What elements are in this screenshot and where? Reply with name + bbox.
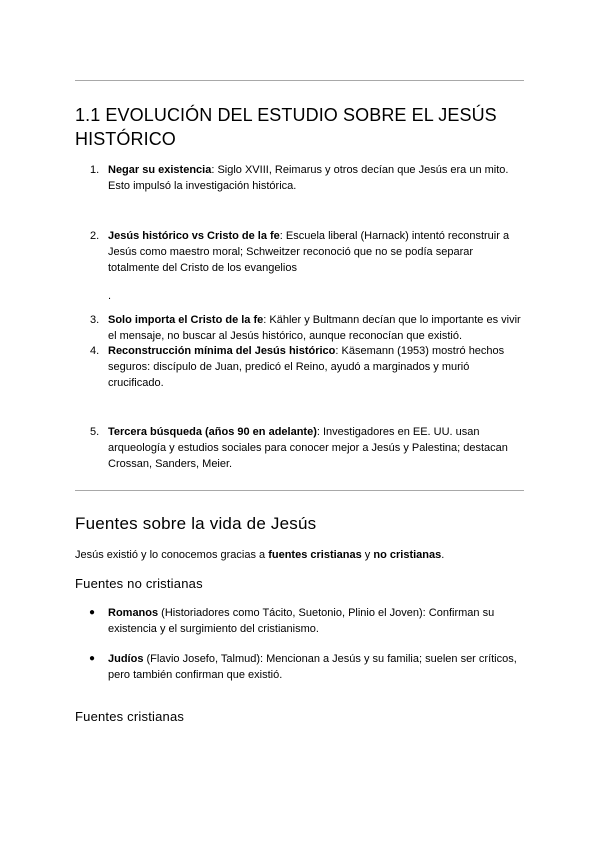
item-text: : Käsemann (1953) mostró hechos seguros: discípulo de Juan, predicó el Reino, ayudó a marginados y murió crucificado. <box>108 345 505 389</box>
list-number: 3. <box>90 314 100 326</box>
item-term: Romanos <box>108 607 159 619</box>
intro-term-cristianas: fuentes cristianas <box>268 549 362 561</box>
list-number: 4. <box>90 345 100 357</box>
item-term: Judíos <box>108 653 144 665</box>
list-item <box>90 162 526 194</box>
list-item <box>90 343 526 391</box>
item-text: : Investigadores en EE. UU. usan arqueología y estudios sociales para conocer mejor a Jesús y Palestina; destacan Crossan, Sanders, Meier. <box>108 426 508 470</box>
bullet-item <box>89 651 526 683</box>
item-text: : Siglo XVIII, Reimarus y otros decían que Jesús era un mito. Esto impulsó la investigación histórica. <box>108 164 509 192</box>
subsection-heading: Fuentes no cristianas <box>75 576 203 591</box>
mid-divider <box>75 490 524 491</box>
intro-paragraph <box>75 547 444 563</box>
item-term: Tercera búsqueda (años 90 en adelante) <box>108 426 317 438</box>
intro-term-no-cristianas: no cristianas <box>373 549 442 561</box>
item-term: Solo importa el Cristo de la fe <box>108 314 264 326</box>
list-item <box>90 228 526 276</box>
section-heading: Fuentes sobre la vida de Jesús <box>75 514 317 533</box>
bullet-item <box>89 605 526 637</box>
item-text: (Historiadores como Tácito, Suetonio, Plinio el Joven): Confirman su existencia y el surgimiento del cristianismo. <box>108 607 495 635</box>
item-text: : Escuela liberal (Harnack) intentó reconstruir a Jesús como maestro moral; Schweitzer reconoció que no se podía separar totalmente del Cristo de los evangelios <box>108 230 510 274</box>
list-number: 1. <box>90 164 100 176</box>
item-term: Negar su existencia <box>108 164 212 176</box>
intro-text: Jesús existió y lo conocemos gracias a <box>75 549 269 561</box>
section-title: 1.1 EVOLUCIÓN DEL ESTUDIO SOBRE EL JESÚS HISTÓRICO <box>75 105 497 149</box>
item-term: Reconstrucción mínima del Jesús histórico <box>108 345 336 357</box>
item-term: Jesús histórico vs Cristo de la fe <box>108 230 280 242</box>
intro-text: y <box>361 549 374 561</box>
item-text: : Kähler y Bultmann decían que lo importante es vivir el mensaje, no buscar al Jesús histórico, aunque reconocían que existió. <box>108 314 521 342</box>
list-item <box>90 312 526 344</box>
stray-dot: . <box>108 290 112 302</box>
bullet-icon: ● <box>89 607 96 618</box>
item-text: (Flavio Josefo, Talmud): Mencionan a Jesús y su familia; suelen ser críticos, pero también confirman que existió. <box>108 653 517 681</box>
list-number: 2. <box>90 230 100 242</box>
bullet-icon: ● <box>89 653 96 664</box>
intro-text: . <box>441 549 445 561</box>
list-number: 5. <box>90 426 100 438</box>
list-item <box>90 424 526 472</box>
subsection-heading: Fuentes cristianas <box>75 709 185 724</box>
top-divider <box>75 80 524 81</box>
